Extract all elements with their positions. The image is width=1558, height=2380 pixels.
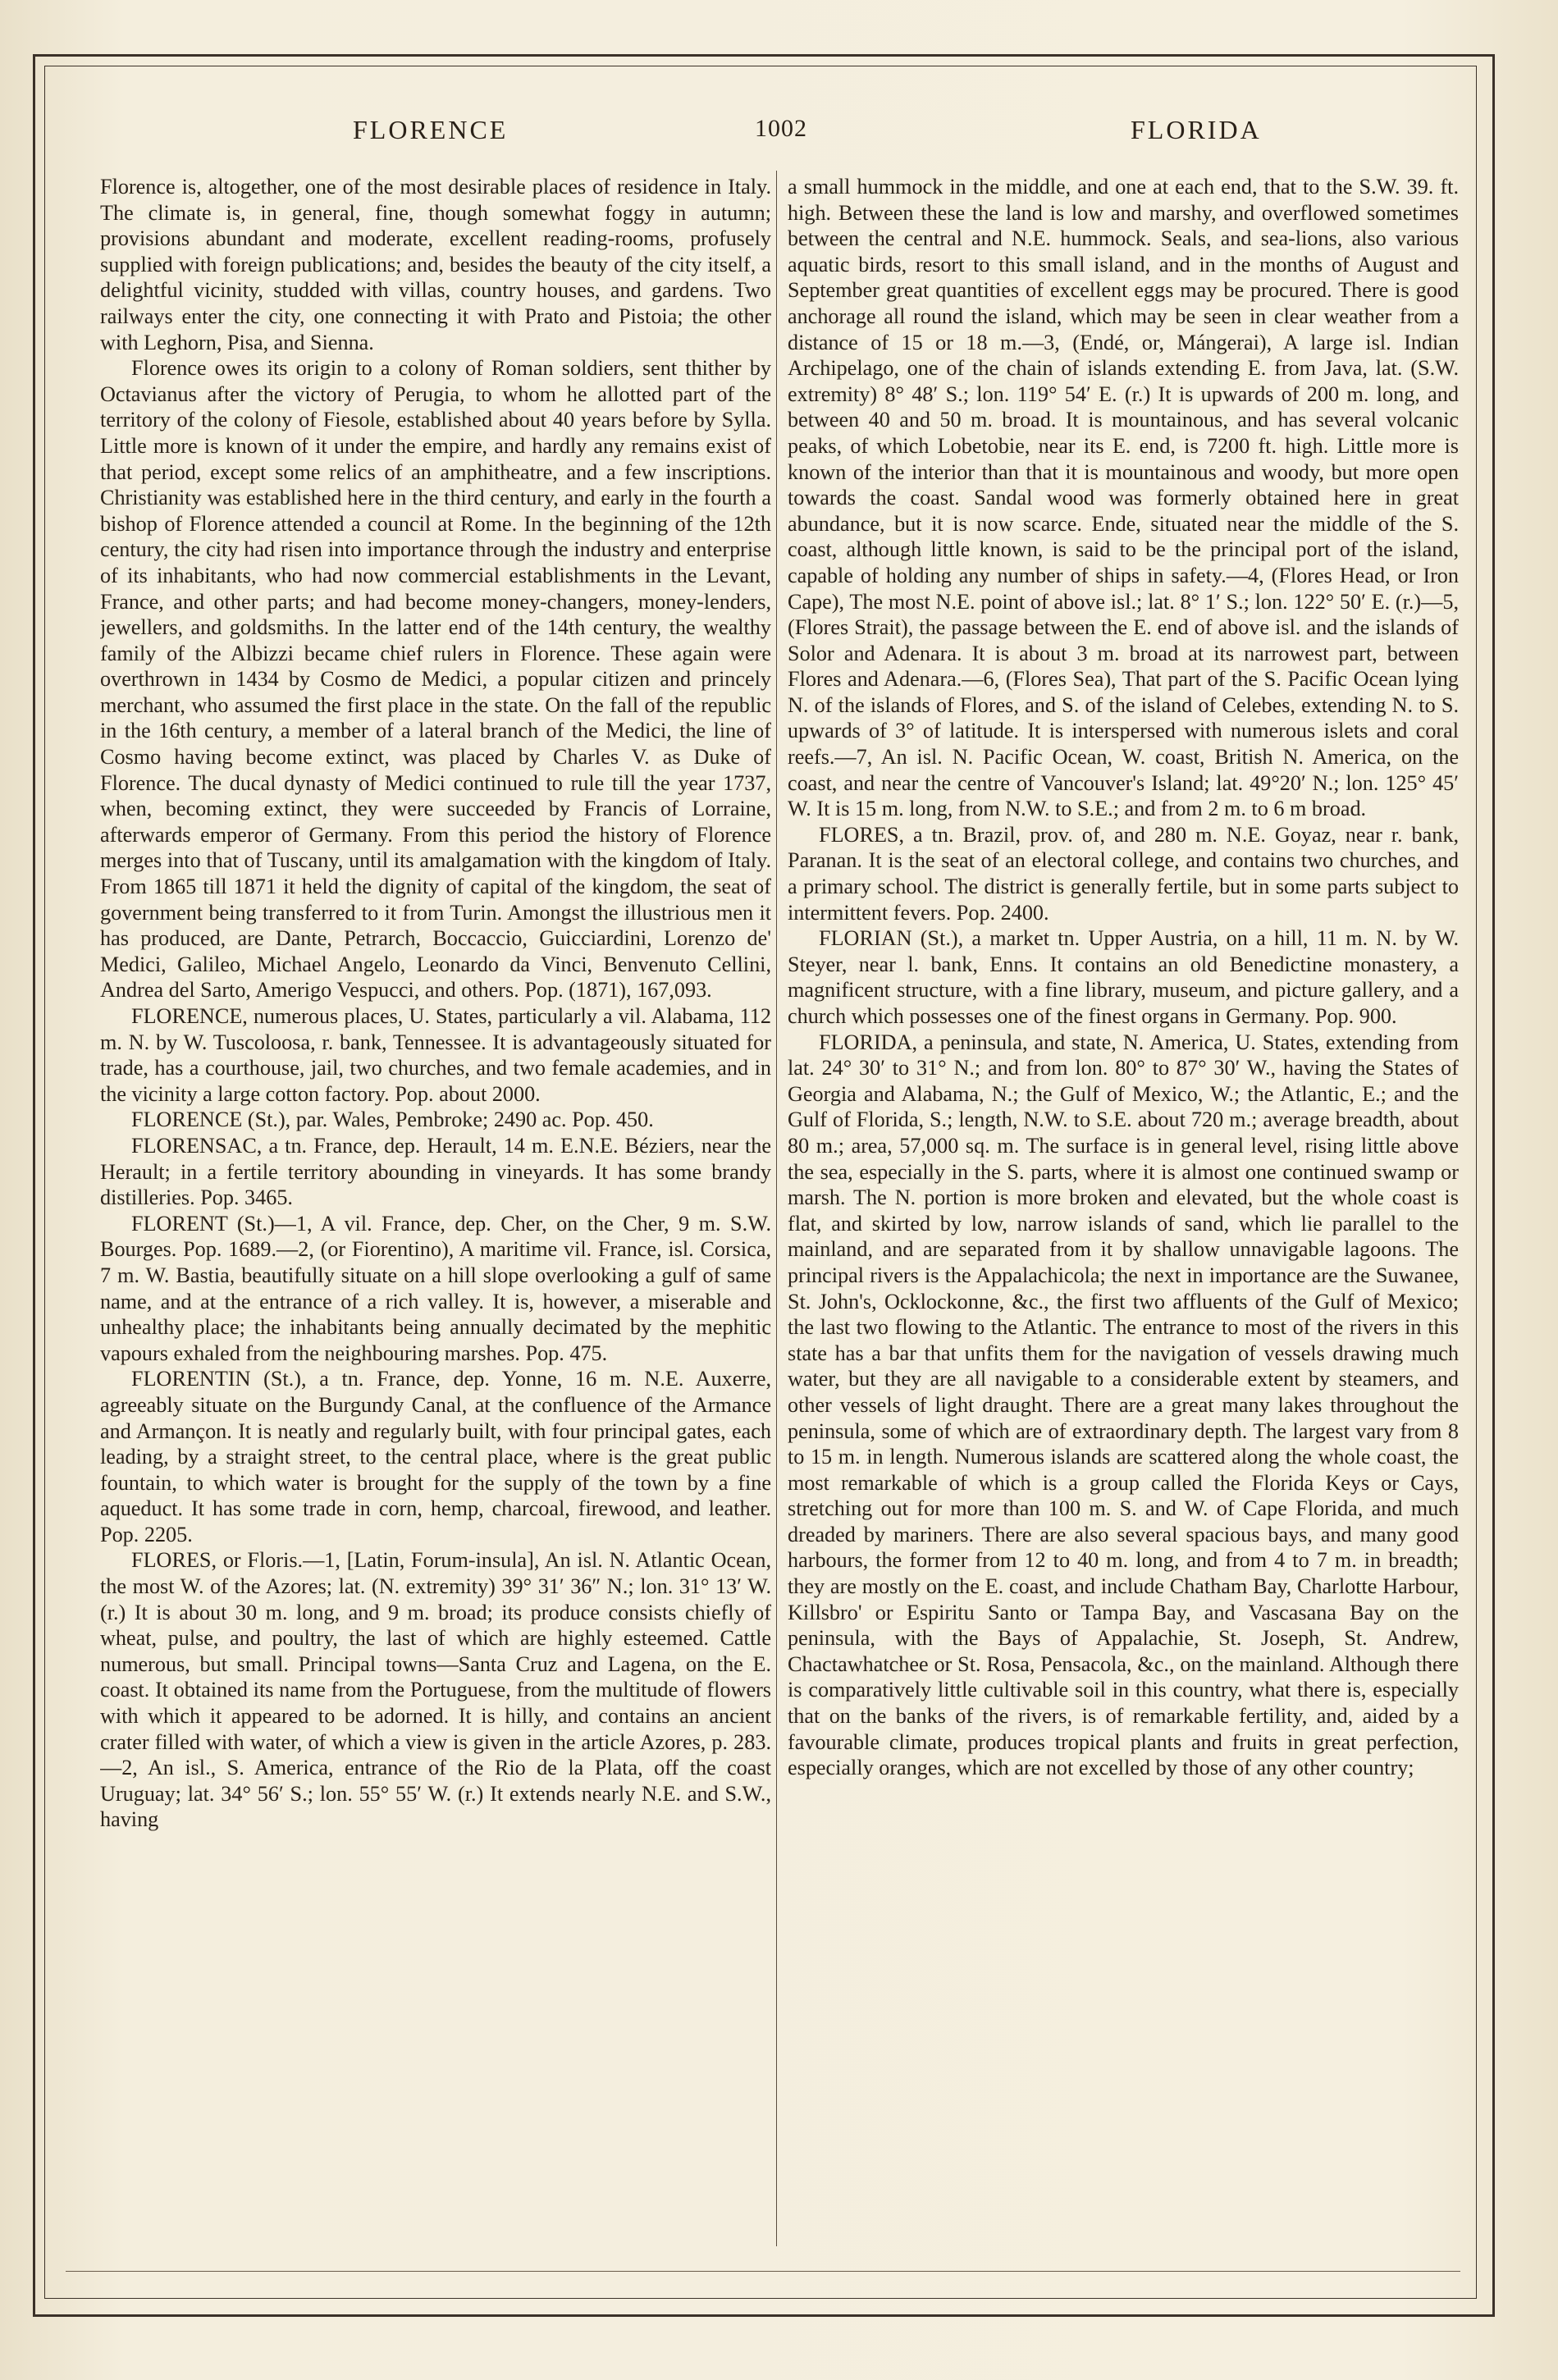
left-column bbox=[100, 174, 771, 2250]
entry-florentin: FLORENTIN (St.), a tn. France, dep. Yonne, 16 m. N.E. Auxerre, agreeably situate on the Burgundy Canal, at the confluence of the Armance and Armançon. It is neatly and regularly built, with four principal gates, each leading, by a straight street, to the central place, where is the great public fountain, to which water is brought for the supply of the town by a fine aqueduct. It has some trade in corn, hemp, charcoal, firewood, and leather. Pop. 2205. bbox=[100, 1367, 771, 1546]
column-divider bbox=[776, 171, 777, 2246]
right-column bbox=[788, 174, 1459, 2250]
entry-paragraph: Florence is, altogether, one of the most desirable places of residence in Italy. The climate is, in general, fine, though somewhat foggy in autumn; provisions abundant and moderate, excellent reading-rooms, profusely supplied with foreign publications; and, besides the beauty of the city itself, a delightful vicinity, studded with villas, country houses, and gardens. Two railways enter the city, one connecting it with Prato and Pistoia; the other with Leghorn, Pisa, and Sienna. bbox=[100, 175, 771, 354]
entry-florence-us: FLORENCE, numerous places, U. States, particularly a vil. Alabama, 112 m. N. by W. Tuscoloosa, r. bank, Tennessee. It is advantageously situated for trade, has a courthouse, jail, two churches, and two female academies, and in the vicinity a large cotton factory. Pop. about 2000. bbox=[100, 1004, 771, 1106]
bottom-rule bbox=[66, 2271, 1460, 2272]
entry-flores-azores: FLORES, or Floris.—1, [Latin, Forum-insula], An isl. N. Atlantic Ocean, the most W. of the Azores; lat. (N. extremity) 39° 31′ 36″ N.; lon. 31° 13′ W. (r.) It is about 30 m. long, and 9 m. broad; its produce consists chiefly of wheat, pulse, and poultry, the last of which are highly esteemed. Cattle numerous, but small. Principal towns—Santa Cruz and Lagena, on the E. coast. It obtained its name from the Portuguese, from the multitude of flowers with which it appeared to be adorned. It is hilly, and contains an ancient crater filled with water, of which a view is given in the article Azores, p. 283.—2, An isl., S. America, entrance of the Rio de la Plata, off the coast Uruguay; lat. 34° 56′ S.; lon. 55° 55′ W. (r.) It extends nearly N.E. and S.W., having bbox=[100, 1548, 771, 1832]
entry-florida: FLORIDA, a peninsula, and state, N. America, U. States, extending from lat. 24° 30′ to 31° N.; and from lon. 80° to 87° 30′ W., having the States of Georgia and Alabama, N.; the Gulf of Mexico, W.; the Atlantic, E.; and the Gulf of Florida, S.; length, N.W. to S.E. about 720 m.; average breadth, about 80 m.; area, 57,000 sq. m. The surface is in general level, rising little above the sea, especially in the S. parts, where it is almost one continued swamp or marsh. The N. portion is more broken and elevated, but the whole coast is flat, and skirted by low, narrow islands of sand, which lie parallel to the mainland, and are separated from it by shallow unnavigable lagoons. The principal rivers is the Appalachicola; the next in importance are the Suwanee, St. John's, Ocklockonne, &c., the first two affluents of the Gulf of Mexico; the last two flowing to the Atlantic. The entrance to most of the rivers in this state has a bar that unfits them for the navigation of vessels drawing much water, but they are all navigable to a considerable extent by steamers, and other vessels of light draught. There are a great many lakes throughout the peninsula, some of which are of extraordinary depth. The largest vary from 8 to 15 m. in length. Numerous islands are scattered along the whole coast, the most remarkable of which is a group called the Florida Keys or Cays, stretching out for more than 100 m. S. and W. of Cape Florida, and much dreaded by mariners. There are also several spacious bays, and many good harbours, the former from 12 to 40 m. long, and from 4 to 7 m. in breadth; they are mostly on the E. coast, and include Chatham Bay, Charlotte Harbour, Killsbro' or Espiritu Santo or Tampa Bay, and Vascasana Bay on the peninsula, with the Bays of Appalachie, St. Joseph, St. Andrew, Chactawhatchee or St. Rosa, Pensacola, &c., on the mainland. Although there is comparatively little cultivable soil in this country, what there is, especially that on the banks of the rivers, is of remarkable fertility, and, aided by a favourable climate, produces tropical plants and fruits in great perfection, especially oranges, which are not excelled by those of any other country; bbox=[788, 1030, 1459, 1780]
header-left-word: FLORENCE bbox=[353, 115, 509, 144]
header-right-word: FLORIDA bbox=[1131, 115, 1262, 144]
running-header bbox=[66, 115, 1460, 151]
entry-florence-st: FLORENCE (St.), par. Wales, Pembroke; 2490 ac. Pop. 450. bbox=[131, 1108, 654, 1132]
entry-florensac: FLORENSAC, a tn. France, dep. Herault, 14 m. E.N.E. Béziers, near the Herault; in a fertile territory abounding in vineyards. It has some brandy distilleries. Pop. 3465. bbox=[100, 1133, 771, 1210]
entry-florent: FLORENT (St.)—1, A vil. France, dep. Cher, on the Cher, 9 m. S.W. Bourges. Pop. 1689.—2, (or Fiorentino), A maritime vil. France, isl. Corsica, 7 m. W. Bastia, beautifully situate on a hill slope overlooking a gulf of same name, and at the entrance of a rich valley. It is, however, a miserable and unhealthy place; the inhabitants being annually decimated by the mephitic vapours exhaled from the neighbouring marshes. Pop. 475. bbox=[100, 1211, 771, 1365]
entry-florian: FLORIAN (St.), a market tn. Upper Austria, on a hill, 11 m. N. by W. Steyer, near l. bank, Enns. It contains an old Benedictine monastery, a magnificent structure, with a fine library, museum, and picture gallery, and a church which possesses one of the finest organs in Germany. Pop. 900. bbox=[788, 926, 1459, 1028]
entry-flores-brazil: FLORES, a tn. Brazil, prov. of, and 280 m. N.E. Goyaz, near r. bank, Paranan. It is the seat of an electoral college, and contains two churches, and a primary school. The district is generally fertile, but in some parts subject to intermittent fevers. Pop. 2400. bbox=[788, 822, 1459, 925]
page-number: 1002 bbox=[755, 115, 807, 142]
entry-paragraph: Florence owes its origin to a colony of Roman soldiers, sent thither by Octavianus after the victory of Perugia, to whom he allotted part of the territory of the colony of Fiesole, established about 40 years before by Sylla. Little more is known of it under the empire, and hardly any remains exist of that period, except some relics of an amphitheatre, and a few inscriptions. Christianity was established here in the third century, and early in the fourth a bishop of Florence attended a council at Rome. In the beginning of the 12th century, the city had risen into importance through the industry and enterprise of its inhabitants, who had now commercial establishments in the Levant, France, and other parts; and had become money-changers, money-lenders, jewellers, and goldsmiths. In the latter end of the 14th century, the wealthy family of the Albizzi became chief rulers in Florence. These again were overthrown in 1434 by Cosmo de Medici, a popular citizen and princely merchant, who assumed the first place in the state. On the fall of the republic in the 16th century, a member of a lateral branch of the Medici, the line of Cosmo having become extinct, was placed by Charles V. as Duke of Florence. The ducal dynasty of Medici continued to rule till the year 1737, when, becoming extinct, they were succeeded by Francis of Lorraine, afterwards emperor of Germany. From this period the history of Florence merges into that of Tuscany, until its amalgamation with the kingdom of Italy. From 1865 till 1871 it held the dignity of capital of the kingdom, the seat of government being transferred to it from Turin. Amongst the illustrious men it has produced, are Dante, Petrarch, Boccaccio, Guicciardini, Lorenzo de' Medici, Galileo, Michael Angelo, Leonardo da Vinci, Benvenuto Cellini, Andrea del Sarto, Amerigo Vespucci, and others. Pop. (1871), 167,093. bbox=[100, 356, 771, 1003]
entry-paragraph: a small hummock in the middle, and one at each end, that to the S.W. 39. ft. high. Between these the land is low and marshy, and overflowed sometimes between the central and N.E. hummock. Seals, and sea-lions, also various aquatic birds, resort to this small island, and in the months of August and September great quantities of excellent eggs may be procured. There is good anchorage all round the island, which may be seen in clear weather from a distance of 15 or 18 m.—3, (Endé, or, Mángerai), A large isl. Indian Archipelago, one of the chain of islands extending E. from Java, lat. (S.W. extremity) 8° 48′ S.; lon. 119° 54′ E. (r.) It is upwards of 200 m. long, and between 40 and 50 m. broad. It is mountainous, and has several volcanic peaks, of which Lobetobie, near its E. end, is 7200 ft. high. Little more is known of the interior than that it is mountainous and woody, but more open towards the coast. Sandal wood was formerly obtained here in great abundance, but it is now scarce. Ende, situated near the middle of the S. coast, although little known, is said to be the principal port of the island, capable of holding any number of ships in safety.—4, (Flores Head, or Iron Cape), The most N.E. point of above isl.; lat. 8° 1′ S.; lon. 122° 50′ E. (r.)—5, (Flores Strait), the passage between the E. end of above isl. and the islands of Solor and Adenara. It is about 3 m. broad at its narrowest part, between Flores and Adenara.—6, (Flores Sea), That part of the S. Pacific Ocean lying N. of the islands of Flores, and S. of the island of Celebes, extending N. to S. upwards of 3° of latitude. It is interspersed with numerous islets and coral reefs.—7, An isl. N. Pacific Ocean, W. coast, British N. America, on the coast, and near the centre of Vancouver's Island; lat. 49°20′ N.; lon. 125° 45′ W. It is 15 m. long, from N.W. to S.E.; and from 2 m. to 6 m broad. bbox=[788, 175, 1459, 821]
